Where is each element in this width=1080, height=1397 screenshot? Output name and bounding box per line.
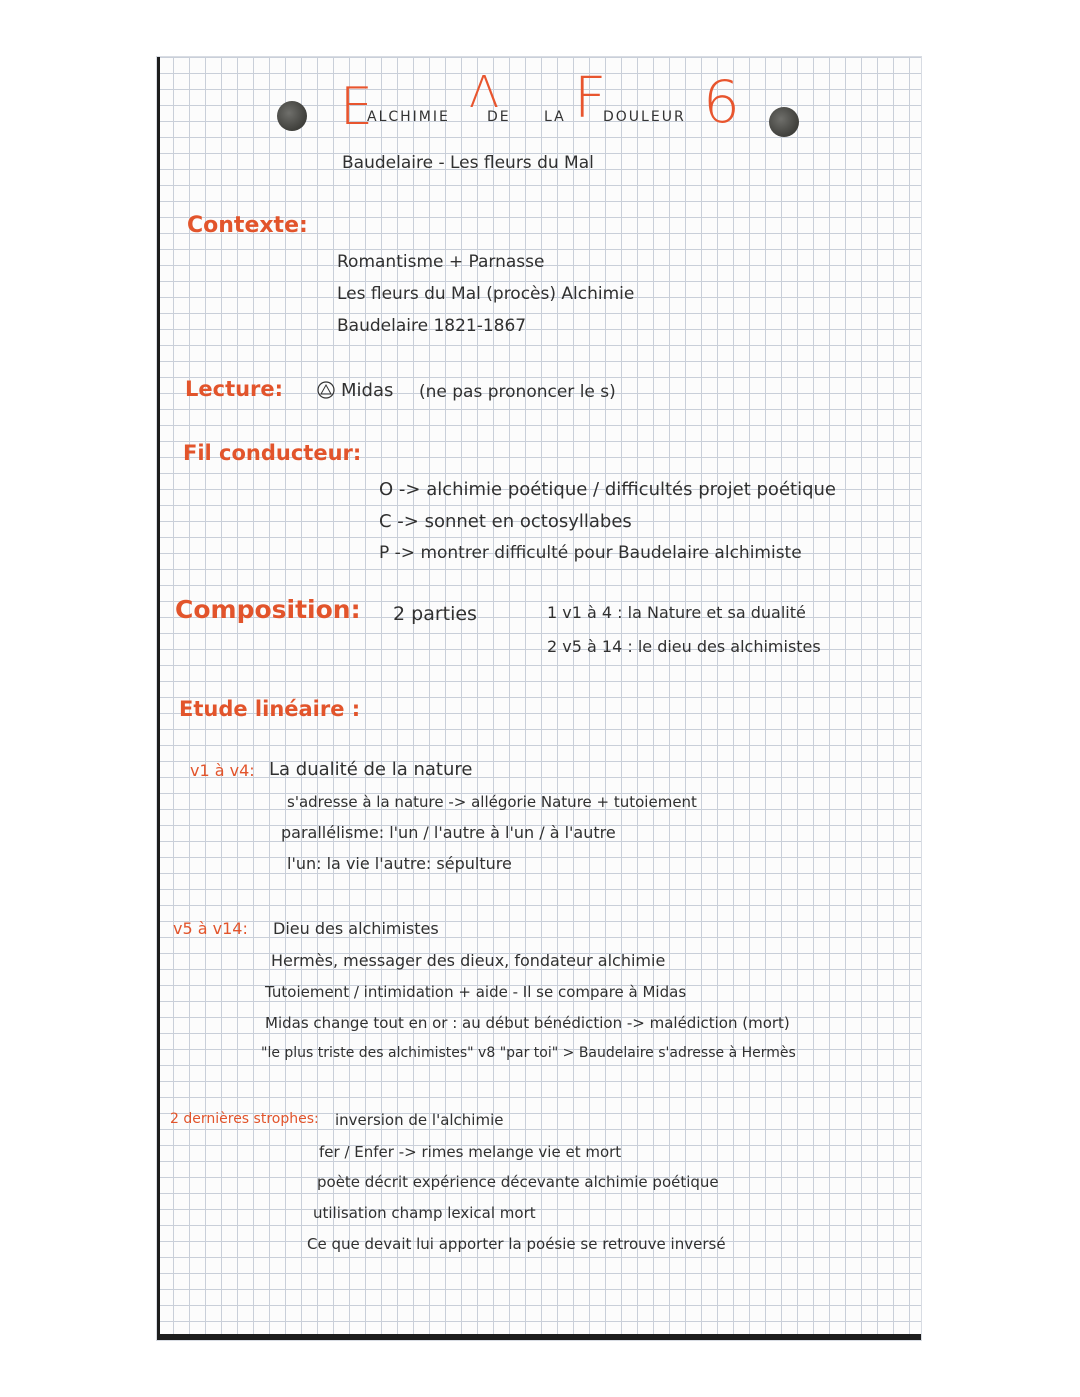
section2-line-3: Midas change tout en or : au début bénédiction -> malédiction (mort) (265, 1014, 790, 1032)
fil-line-3: P -> montrer difficulté pour Baudelaire alchimiste (379, 543, 802, 563)
section3-line-4: Ce que devait lui apporter la poésie se retrouve inversé (307, 1235, 726, 1253)
title-letter-e: E (340, 77, 373, 137)
section3-line-1: fer / Enfer -> rimes melange vie et mort (319, 1143, 622, 1161)
notebook-page (157, 57, 921, 1340)
fil-line-2: C -> sonnet en octosyllabes (379, 511, 632, 532)
fil-line-1: O -> alchimie poétique / difficultés projet poétique (379, 479, 836, 500)
title-word-douleur: DOULEUR (603, 109, 686, 125)
section2-line-2: Tutoiement / intimidation + aide - Il se compare à Midas (265, 983, 687, 1001)
lecture-word: Midas (341, 380, 394, 401)
composition-parts: 2 parties (393, 603, 477, 625)
section3-line-3: utilisation champ lexical mort (313, 1204, 536, 1222)
contexte-line-1: Romantisme + Parnasse (337, 252, 545, 272)
section3-line-2: poète décrit expérience décevante alchimie poétique (317, 1173, 719, 1191)
warning-icon (317, 381, 335, 399)
etude-heading: Etude linéaire : (179, 697, 361, 721)
section1-line-2: parallélisme: l'un / l'autre à l'un / à l'autre (281, 823, 616, 842)
section1-line-1: s'adresse à la nature -> allégorie Nature + tutoiement (287, 793, 697, 811)
section1-line-3: l'un: la vie l'autre: sépulture (287, 854, 512, 873)
section3-title: inversion de l'alchimie (335, 1111, 504, 1129)
section2-label: v5 à v14: (173, 919, 248, 938)
title-word-de: DE (487, 109, 511, 125)
lecture-heading: Lecture: (185, 377, 284, 401)
section1-label: v1 à v4: (190, 761, 255, 780)
section2-title: Dieu des alchimistes (273, 919, 439, 938)
title-number: 6 (703, 68, 740, 136)
title-letter-a: Λ (469, 67, 500, 118)
section1-title: La dualité de la nature (269, 759, 473, 780)
lecture-note: (ne pas prononcer le s) (419, 382, 616, 402)
fil-heading: Fil conducteur: (183, 441, 362, 465)
section3-label: 2 dernières strophes: (170, 1111, 319, 1127)
contexte-line-3: Baudelaire 1821-1867 (337, 316, 527, 336)
section2-line-4: "le plus triste des alchimistes" v8 "par toi" > Baudelaire s'adresse à Hermès (261, 1045, 796, 1061)
composition-line-2: 2 v5 à 14 : le dieu des alchimistes (547, 637, 821, 656)
punch-hole-left (277, 101, 307, 131)
section2-line-1: Hermès, messager des dieux, fondateur alchimie (271, 951, 666, 970)
subtitle: Baudelaire - Les fleurs du Mal (342, 153, 594, 173)
title-word-la: LA (544, 109, 566, 125)
punch-hole-right (769, 107, 799, 137)
contexte-heading: Contexte: (187, 213, 308, 238)
title-word-alchimie: ALCHIMIE (367, 109, 450, 125)
composition-line-1: 1 v1 à 4 : la Nature et sa dualité (547, 603, 806, 622)
title-letter-f: F (574, 66, 607, 131)
composition-heading: Composition: (175, 595, 361, 624)
contexte-line-2: Les fleurs du Mal (procès) Alchimie (337, 284, 635, 304)
